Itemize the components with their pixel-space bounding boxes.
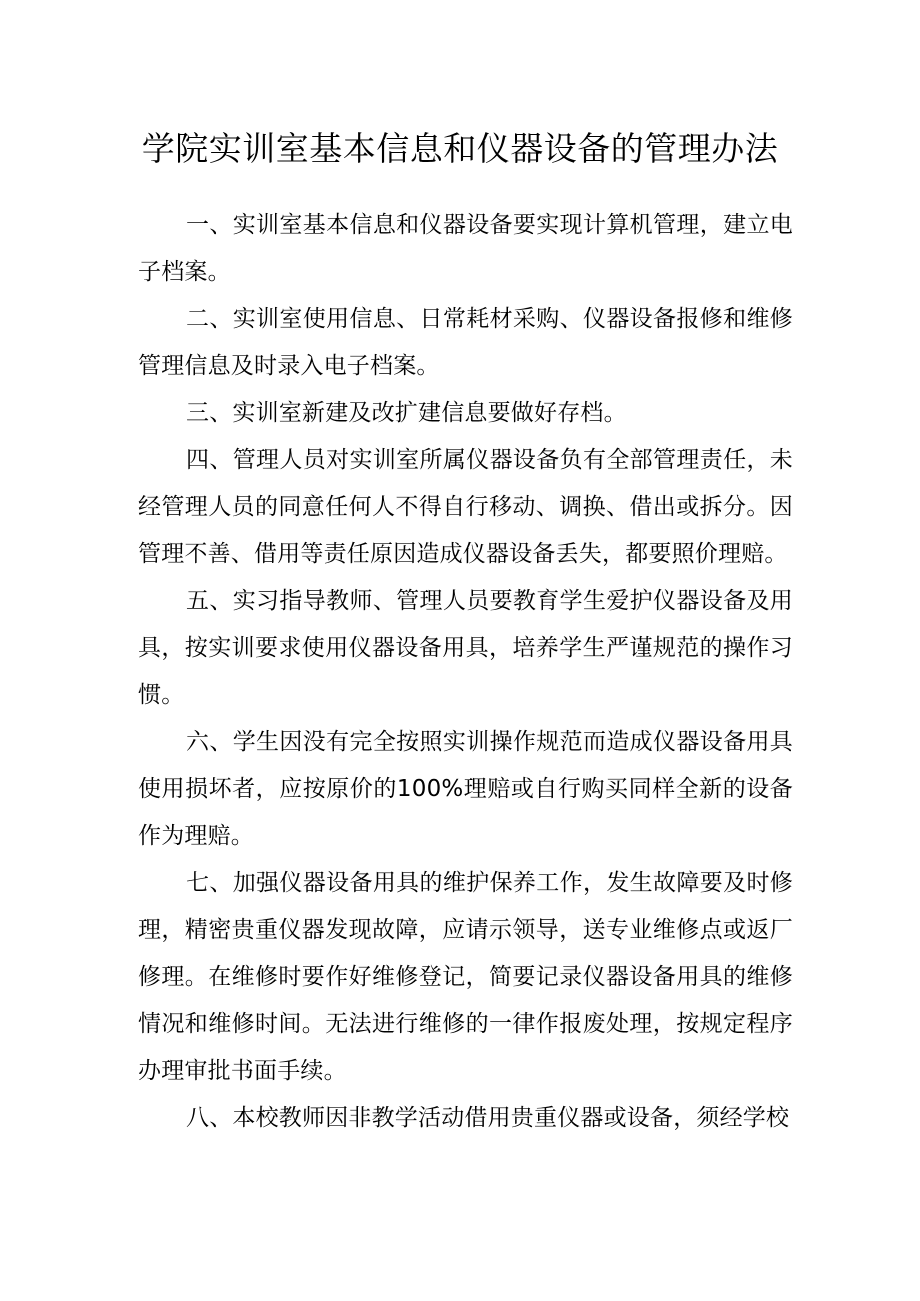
paragraph-3: 三、实训室新建及改扩建信息要做好存档。	[186, 400, 627, 426]
paragraph-8: 八、本校教师因非教学活动借用贵重仪器或设备，须经学校	[186, 1105, 790, 1131]
document-title: 学院实训室基本信息和仪器设备的管理办法	[141, 129, 779, 168]
paragraph-5: 五、实习指导教师、管理人员要教育学生爱护仪器设备及用具，按实训要求使用仪器设备用具，培养学生严谨规范的操作习惯。	[138, 588, 793, 708]
document-body	[138, 202, 793, 1142]
paragraph-4: 四、管理人员对实训室所属仪器设备负有全部管理责任，未经管理人员的同意任何人不得自行移动、调换、借出或拆分。因管理不善、借用等责任原因造成仪器设备丢失，都要照价理赔。	[138, 447, 793, 567]
paragraph-1: 一、实训室基本信息和仪器设备要实现计算机管理，建立电子档案。	[138, 212, 793, 285]
paragraph-6: 六、学生因没有完全按照实训操作规范而造成仪器设备用具使用损坏者，应按原价的100%理赔或自行购买同样全新的设备作为理赔。	[138, 729, 793, 849]
paragraph-2: 二、实训室使用信息、日常耗材采购、仪器设备报修和维修管理信息及时录入电子档案。	[138, 306, 793, 379]
paragraph-7: 七、加强仪器设备用具的维护保养工作，发生故障要及时修理，精密贵重仪器发现故障，应请示领导，送专业维修点或返厂修理。在维修时要作好维修登记，简要记录仪器设备用具的维修情况和维修时间。无法进行维修的一律作报废处理，按规定程序办理审批书面手续。	[138, 870, 793, 1084]
